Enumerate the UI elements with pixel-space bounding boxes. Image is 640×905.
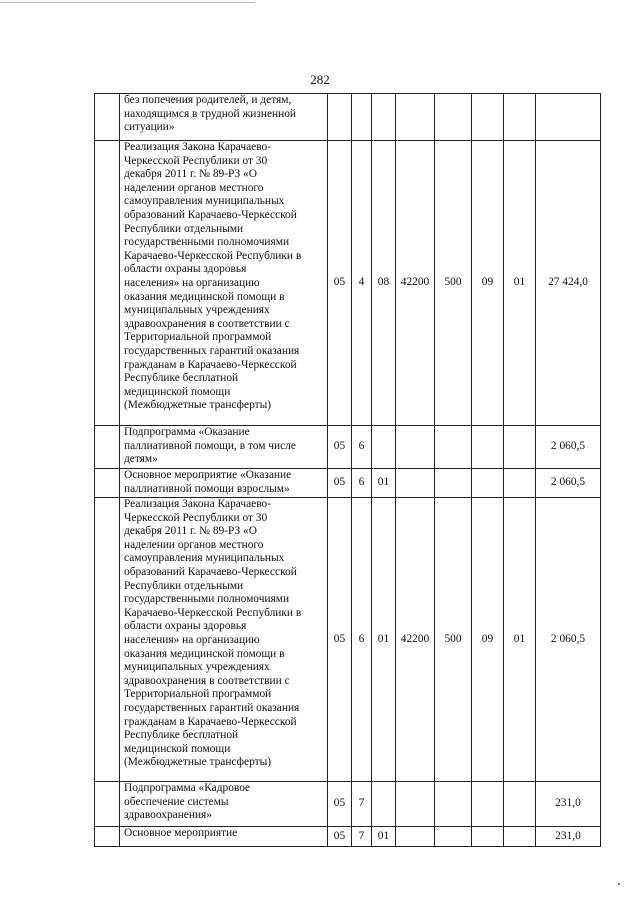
code-chapter	[472, 782, 504, 827]
code-expense-type	[435, 426, 472, 469]
code-subsection	[504, 426, 536, 469]
code-section	[328, 94, 352, 141]
table-row	[95, 426, 601, 469]
code-subsection: 01	[504, 498, 536, 782]
code-section: 05	[328, 426, 352, 469]
code-expense-type	[435, 469, 472, 498]
code-expense-type: 500	[435, 498, 472, 782]
code-subsection	[504, 782, 536, 827]
table-row	[95, 782, 601, 827]
code-direction	[396, 469, 435, 498]
code-subsection	[504, 469, 536, 498]
blank-cell	[95, 827, 120, 847]
code-direction: 42200	[396, 498, 435, 782]
code-subprogram: 7	[352, 782, 372, 827]
table-row	[95, 141, 601, 426]
code-event: 08	[372, 141, 396, 426]
code-section: 05	[328, 782, 352, 827]
code-section: 05	[328, 141, 352, 426]
item-name: без попечения родителей, и детям, находящимся в трудной жизненной ситуации»	[120, 94, 328, 141]
amount-cell: 27 424,0	[536, 141, 601, 426]
item-name: Подпрограмма «Оказание паллиативной помощи, в том числе детям»	[120, 426, 328, 469]
code-event	[372, 426, 396, 469]
code-section: 05	[328, 498, 352, 782]
item-name: Реализация Закона Карачаево- Черкесской Республики от 30 декабря 2011 г. № 89-РЗ «О наделении органов местного самоуправления муниципальных образований Карачаево-Черкесской Республики отдельными государственными полномочиями Карачаево-Черкесской Республики в области охраны здоровья населения» на организацию оказания медицинской помощи в муниципальных учреждениях здравоохранения в соответствии с Территориальной программой государственных гарантий оказания гражданам в Карачаево-Черкесской Республике бесплатной медицинской помощи (Межбюджетные трансферты)	[120, 498, 328, 782]
code-subprogram: 6	[352, 469, 372, 498]
code-direction	[396, 426, 435, 469]
code-section: 05	[328, 469, 352, 498]
code-event: 01	[372, 469, 396, 498]
code-direction	[396, 94, 435, 141]
code-subprogram	[352, 94, 372, 141]
code-expense-type: 500	[435, 141, 472, 426]
code-chapter: 09	[472, 498, 504, 782]
code-subsection	[504, 94, 536, 141]
item-name: Реализация Закона Карачаево- Черкесской Республики от 30 декабря 2011 г. № 89-РЗ «О наделении органов местного самоуправления муниципальных образований Карачаево-Черкесской Республики отдельными государственными полномочиями Карачаево-Черкесской Республики в области охраны здоровья населения» на организацию оказания медицинской помощи в муниципальных учреждениях здравоохранения в соответствии с Территориальной программой государственных гарантий оказания гражданам в Карачаево-Черкесской Республике бесплатной медицинской помощи (Межбюджетные трансферты)	[120, 141, 328, 426]
table-row	[95, 827, 601, 847]
code-chapter	[472, 426, 504, 469]
amount-cell: 2 060,5	[536, 426, 601, 469]
amount-cell: 231,0	[536, 827, 601, 847]
table-row	[95, 469, 601, 498]
code-chapter	[472, 469, 504, 498]
item-name: Подпрограмма «Кадровое обеспечение системы здравоохранения»	[120, 782, 328, 827]
code-subprogram: 6	[352, 498, 372, 782]
code-chapter	[472, 827, 504, 847]
amount-cell	[536, 94, 601, 141]
code-expense-type	[435, 782, 472, 827]
code-subprogram: 7	[352, 827, 372, 847]
item-name: Основное мероприятие	[120, 827, 328, 847]
code-direction: 42200	[396, 141, 435, 426]
code-section: 05	[328, 827, 352, 847]
budget-table	[94, 93, 601, 847]
table-row	[95, 94, 601, 141]
amount-cell: 2 060,5	[536, 498, 601, 782]
blank-cell	[95, 498, 120, 782]
blank-cell	[95, 141, 120, 426]
code-expense-type	[435, 94, 472, 141]
code-expense-type	[435, 827, 472, 847]
code-subsection: 01	[504, 141, 536, 426]
code-chapter: 09	[472, 141, 504, 426]
item-name: Основное мероприятие «Оказание паллиативной помощи взрослым»	[120, 469, 328, 498]
blank-cell	[95, 94, 120, 141]
code-event: 01	[372, 827, 396, 847]
blank-cell	[95, 782, 120, 827]
code-event: 01	[372, 498, 396, 782]
code-event	[372, 94, 396, 141]
scan-edge-line	[0, 2, 255, 3]
code-event	[372, 782, 396, 827]
code-direction	[396, 782, 435, 827]
code-chapter	[472, 94, 504, 141]
code-subsection	[504, 827, 536, 847]
code-direction	[396, 827, 435, 847]
amount-cell: 2 060,5	[536, 469, 601, 498]
page-number: 282	[310, 72, 330, 87]
amount-cell: 231,0	[536, 782, 601, 827]
code-subprogram: 4	[352, 141, 372, 426]
blank-cell	[95, 469, 120, 498]
code-subprogram: 6	[352, 426, 372, 469]
table-row	[95, 498, 601, 782]
blank-cell	[95, 426, 120, 469]
scan-speck	[618, 883, 620, 885]
